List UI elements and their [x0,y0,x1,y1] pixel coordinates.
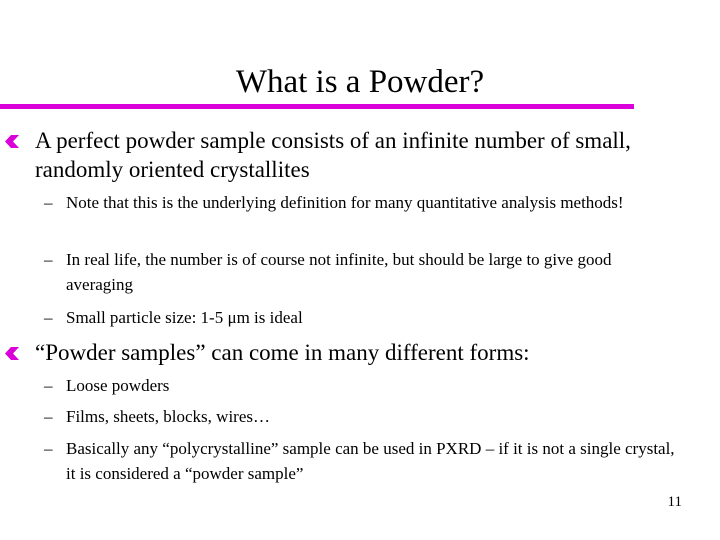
dash-marker: – [44,376,53,395]
sub-bullet-text: Loose powders [66,376,170,395]
sub-bullet-item [44,247,676,297]
sub-bullet-item [44,436,676,486]
sub-bullet-item [44,373,676,398]
dash-marker: – [44,407,53,426]
sub-bullet-item [44,305,676,330]
dash-marker: – [44,439,53,458]
title-underline [0,104,634,109]
bullet-text: “Powder samples” can come in many different forms: [35,340,530,365]
bullet-item [35,126,675,184]
bullet-item [35,338,675,367]
sub-bullet-item [44,404,676,429]
dash-marker: – [44,250,53,269]
slide-title: What is a Powder? [235,64,485,100]
diamond-bullet-icon [5,347,19,360]
sub-bullet-item [44,190,676,215]
dash-marker: – [44,308,53,327]
page-number: 11 [667,494,682,510]
sub-bullet-text: Small particle size: 1-5 μm is ideal [66,308,303,327]
dash-marker: – [44,193,53,212]
diamond-bullet-icon [5,135,19,148]
sub-bullet-text: Note that this is the underlying definition for many quantitative analysis methods! [66,193,624,212]
sub-bullet-text: Films, sheets, blocks, wires… [66,407,270,426]
sub-bullet-text: Basically any “polycrystalline” sample can be used in PXRD – if it is not a single crystal, it is considered a “powder sample” [66,439,675,483]
bullet-text: A perfect powder sample consists of an infinite number of small, randomly oriented crystallites [35,128,631,182]
sub-bullet-text: In real life, the number is of course not infinite, but should be large to give good averaging [66,250,612,294]
